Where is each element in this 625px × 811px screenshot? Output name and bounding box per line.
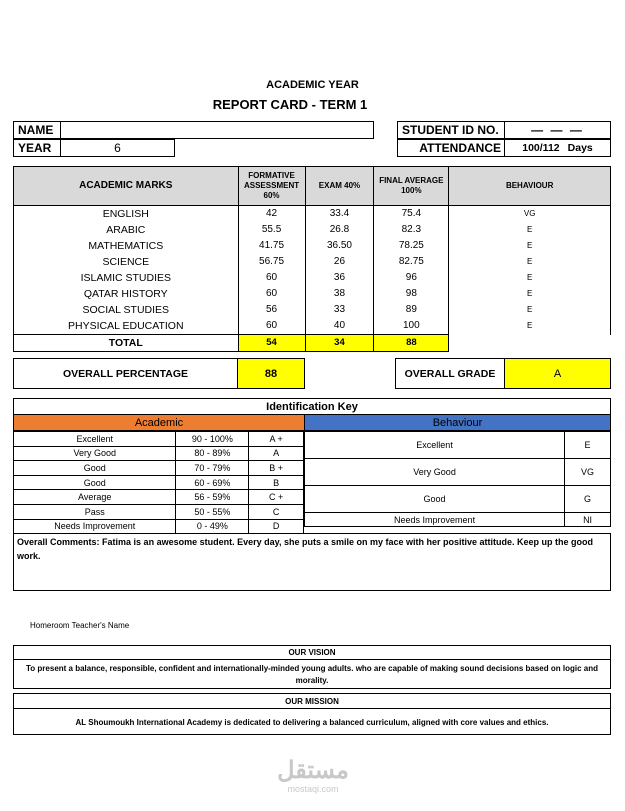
formative-score: 42 xyxy=(238,206,305,223)
key-label: Needs Improvement xyxy=(14,519,176,534)
exam-score: 26.8 xyxy=(305,222,374,238)
key-row xyxy=(305,459,611,486)
exam-score: 40 xyxy=(305,318,374,335)
subject-name: ENGLISH xyxy=(14,206,239,223)
key-label: Excellent xyxy=(14,432,176,447)
key-range: 70 - 79% xyxy=(176,461,249,476)
subject-name: SOCIAL STUDIES xyxy=(14,302,239,318)
key-row xyxy=(14,490,304,505)
key-grade: C + xyxy=(249,490,304,505)
formative-score: 56.75 xyxy=(238,254,305,270)
subject-name: ISLAMIC STUDIES xyxy=(14,270,239,286)
key-range: 90 - 100% xyxy=(176,432,249,447)
exam-score: 38 xyxy=(305,286,374,302)
key-label: Pass xyxy=(14,504,176,519)
header-behaviour: BEHAVIOUR xyxy=(449,167,611,206)
key-grade: C xyxy=(249,504,304,519)
key-grade: D xyxy=(249,519,304,534)
marks-header-row xyxy=(14,167,611,206)
exam-score: 36.50 xyxy=(305,238,374,254)
behaviour-key-header: Behaviour xyxy=(304,414,611,431)
student-id-field[interactable]: — — — xyxy=(504,121,611,139)
table-row xyxy=(14,270,611,286)
key-code: G xyxy=(565,486,611,513)
formative-score: 55.5 xyxy=(238,222,305,238)
key-label: Good xyxy=(14,475,176,490)
key-code: E xyxy=(565,432,611,459)
key-label: Excellent xyxy=(305,432,565,459)
watermark-url: mostaqi.com xyxy=(287,784,339,794)
exam-score: 33 xyxy=(305,302,374,318)
behaviour-key-table xyxy=(304,431,611,527)
key-row xyxy=(14,461,304,476)
table-row xyxy=(14,286,611,302)
report-card-title: REPORT CARD - TERM 1 xyxy=(212,96,368,112)
key-range: 60 - 69% xyxy=(176,475,249,490)
final-average: 96 xyxy=(374,270,449,286)
overall-percentage-value: 88 xyxy=(237,358,305,389)
attendance-unit: Days xyxy=(567,142,593,154)
table-row xyxy=(14,302,611,318)
behaviour-grade: E xyxy=(449,302,611,318)
total-row xyxy=(14,335,611,352)
behaviour-grade: E xyxy=(449,222,611,238)
formative-score: 41.75 xyxy=(238,238,305,254)
key-label: Very Good xyxy=(14,446,176,461)
key-row xyxy=(305,432,611,459)
formative-score: 56 xyxy=(238,302,305,318)
academic-year-title: ACADEMIC YEAR xyxy=(266,79,359,91)
behaviour-grade: E xyxy=(449,254,611,270)
key-label: Good xyxy=(14,461,176,476)
behaviour-grade: VG xyxy=(449,206,611,223)
attendance-value: 100/112 xyxy=(522,142,560,154)
behaviour-grade: E xyxy=(449,286,611,302)
subject-name: MATHEMATICS xyxy=(14,238,239,254)
key-label: Good xyxy=(305,486,565,513)
table-row xyxy=(14,222,611,238)
header-formative: FORMATIVE ASSESSMENT 60% xyxy=(238,167,305,206)
key-label: Very Good xyxy=(305,459,565,486)
key-row xyxy=(14,432,304,447)
behaviour-grade: E xyxy=(449,318,611,335)
comments-text: Fatima is an awesome student. Every day, she puts a smile on my face with her positive attitude. Keep up the good work. xyxy=(17,537,593,561)
subject-name: QATAR HISTORY xyxy=(14,286,239,302)
academic-marks-table xyxy=(13,166,611,352)
key-row xyxy=(305,513,611,527)
header-final-average: FINAL AVERAGE 100% xyxy=(374,167,449,206)
overall-grade-label: OVERALL GRADE xyxy=(395,358,505,389)
total-label: TOTAL xyxy=(14,335,239,352)
academic-key-table xyxy=(13,431,304,534)
formative-score: 60 xyxy=(238,318,305,335)
final-average: 98 xyxy=(374,286,449,302)
homeroom-teacher-label: Homeroom Teacher's Name xyxy=(30,621,130,630)
subject-name: ARABIC xyxy=(14,222,239,238)
behaviour-grade: E xyxy=(449,270,611,286)
total-formative: 54 xyxy=(238,335,305,352)
key-label: Needs Improvement xyxy=(305,513,565,527)
table-row xyxy=(14,238,611,254)
table-row xyxy=(14,206,611,223)
subject-name: SCIENCE xyxy=(14,254,239,270)
mission-box xyxy=(13,693,611,735)
table-row xyxy=(14,254,611,270)
key-row xyxy=(14,446,304,461)
key-range: 50 - 55% xyxy=(176,504,249,519)
formative-score: 60 xyxy=(238,270,305,286)
exam-score: 26 xyxy=(305,254,374,270)
key-row xyxy=(14,519,304,534)
vision-text: To present a balance, responsible, confident and internationally-minded young adults. who are capable of making sound decisions based on logic and morality. xyxy=(26,663,598,685)
key-code: VG xyxy=(565,459,611,486)
comments-label: Overall Comments: xyxy=(17,537,100,547)
year-field[interactable]: 6 xyxy=(60,139,175,157)
key-grade: B + xyxy=(249,461,304,476)
final-average: 82.3 xyxy=(374,222,449,238)
attendance-field[interactable] xyxy=(504,139,611,157)
behaviour-grade: E xyxy=(449,238,611,254)
key-label: Average xyxy=(14,490,176,505)
student-id-label: STUDENT ID NO. xyxy=(397,121,505,139)
key-grade: A xyxy=(249,446,304,461)
table-row xyxy=(14,318,611,335)
identification-key-title: Identification Key xyxy=(13,398,611,415)
exam-score: 33.4 xyxy=(305,206,374,223)
key-row xyxy=(305,486,611,513)
watermark-logo: مستقل xyxy=(277,756,349,784)
header-academic-marks: ACADEMIC MARKS xyxy=(14,167,239,206)
overall-comments-box[interactable] xyxy=(13,533,611,591)
vision-title: OUR VISION xyxy=(14,646,610,660)
key-range: 80 - 89% xyxy=(176,446,249,461)
final-average: 82.75 xyxy=(374,254,449,270)
academic-key-header: Academic xyxy=(13,414,305,431)
mission-text: AL Shoumoukh International Academy is dedicated to delivering a balanced curriculum, aligned with core values and ethics. xyxy=(75,717,549,727)
overall-percentage-label: OVERALL PERCENTAGE xyxy=(13,358,238,389)
key-row xyxy=(14,504,304,519)
formative-score: 60 xyxy=(238,286,305,302)
key-grade: A + xyxy=(249,432,304,447)
exam-score: 36 xyxy=(305,270,374,286)
total-final: 88 xyxy=(374,335,449,352)
vision-box xyxy=(13,645,611,689)
header-exam: EXAM 40% xyxy=(305,167,374,206)
key-range: 56 - 59% xyxy=(176,490,249,505)
key-range: 0 - 49% xyxy=(176,519,249,534)
total-exam: 34 xyxy=(305,335,374,352)
final-average: 89 xyxy=(374,302,449,318)
key-row xyxy=(14,475,304,490)
mission-title: OUR MISSION xyxy=(14,694,610,709)
final-average: 75.4 xyxy=(374,206,449,223)
final-average: 100 xyxy=(374,318,449,335)
key-code: NI xyxy=(565,513,611,527)
name-label: NAME xyxy=(13,121,61,139)
subject-name: PHYSICAL EDUCATION xyxy=(14,318,239,335)
year-label: YEAR xyxy=(13,139,61,157)
name-field[interactable] xyxy=(60,121,374,139)
key-grade: B xyxy=(249,475,304,490)
overall-grade-value: A xyxy=(504,358,611,389)
attendance-label: ATTENDANCE xyxy=(397,139,505,157)
final-average: 78.25 xyxy=(374,238,449,254)
